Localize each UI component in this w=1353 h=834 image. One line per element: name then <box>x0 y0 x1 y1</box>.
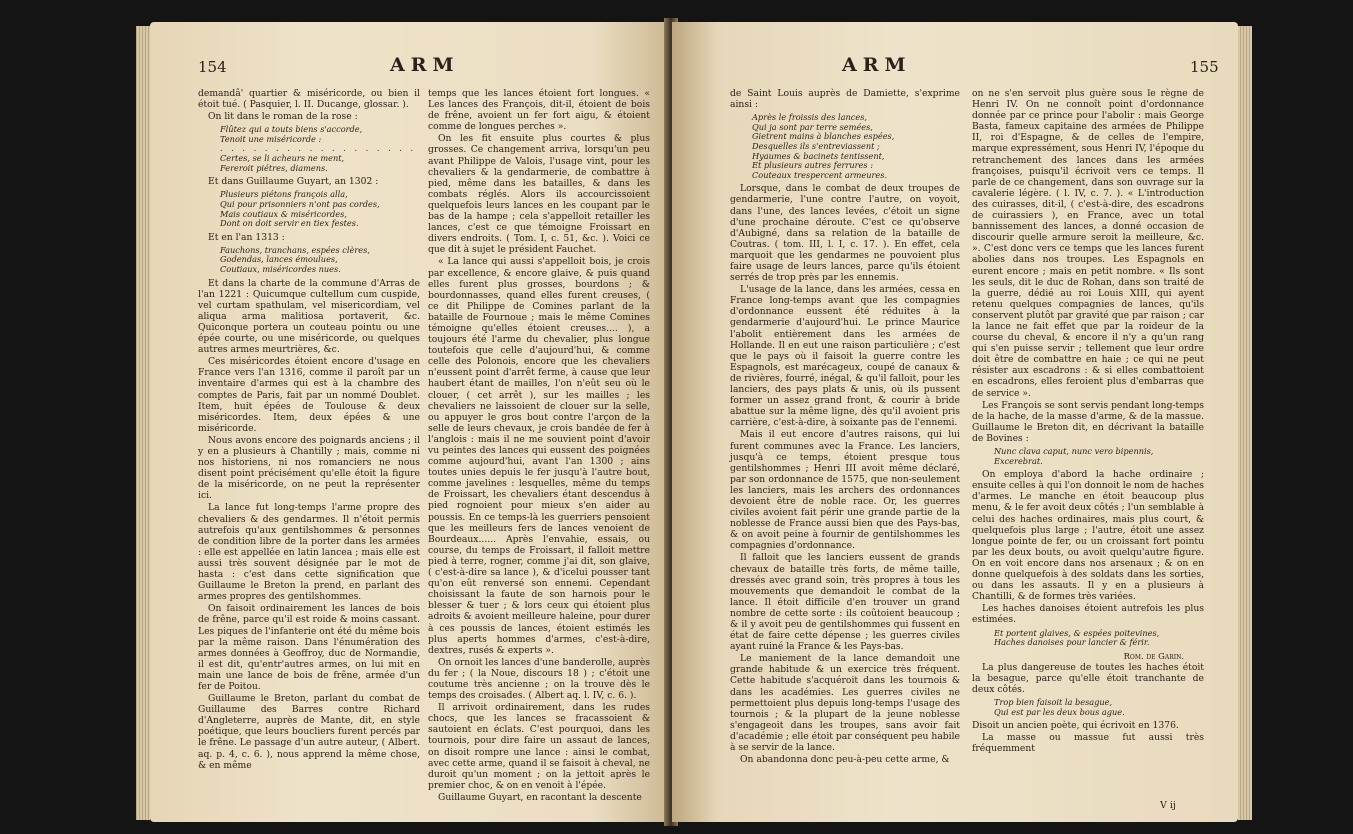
signature-mark: V ij <box>1160 800 1176 811</box>
verse-attribution: Rom. de Garin. <box>1123 650 1184 661</box>
paragraph: On lit dans le roman de la rose : <box>208 111 358 123</box>
verse-quote <box>220 190 420 228</box>
verse-line: Coutiaux, miséricordes nues. <box>220 264 341 274</box>
paragraph: Et dans Guillaume Guyart, an 1302 : <box>208 176 379 188</box>
verse-quote <box>994 629 1204 648</box>
verse-line: Hyaumes & bacinets tentissent, <box>752 150 885 161</box>
verse-line: Qui ja sont par terre semées, <box>752 121 873 132</box>
paragraph: On abandonna donc peu-à-peu cette arme, & <box>740 754 950 766</box>
paragraph: La plus dangereuse de toutes les haches étoit la besague, parce qu'elle étoit tranchante de deux côtés. <box>972 661 1204 695</box>
verse-quote <box>752 113 960 180</box>
paragraph: La lance fut long-temps l'arme propre des chevaliers & des gendarmes. Il n'étoit permis autrefois qu'aux gentilshommes & personnes de condition libre de la porter dans les armées : elle est appellée en latin lancea ; mais elle est aussi très souvent désignée par le mot de hasta : c'est dans cette signification que Guillaume le Breton la prend, en parlant des armes propres des gentilshommes. <box>198 502 420 603</box>
verse-ellipsis: . . . . . . . . . . . . . . . . . . <box>220 143 417 154</box>
paragraph: on ne s'en servoit plus guère sous le règne de Henri IV. On ne connoît point d'ordonnance donnée par ce prince pour l'abolir : mais George Basta, fameux capitaine des armées de Philippe II, roi d'Espagne, & de celles de l'empire, marque expressément, sous Henri IV, l'époque du retranchement des lances dans les armées françoises, puisqu'il écrivoit vers ce temps. Il parle de ce changement, dans son ouvrage sur la cavalerie légère. ( l. IV, c. 7. ). « L'introduction des cuirasses, dit-il, ( c'est-à-dire, des escadrons de cuirassiers ), en France, avec un total bannissement des lances, a donné occasion de discourir quelle armure seroit la meilleure, &c. ». C'est donc vers ce temps que les lances furent abolies dans nos troupes. Les Espagnols en eurent encore ; mais en petit nombre. « Ils sont les seuls, dit le duc de Rohan, dans son traité de la guerre, dédié au roi Louis XIII, qui ayent retenu quelques compagnies de lances, qu'ils conservent plutôt par gravité que par raison ; car la lance ne fait effet que par la roideur de la course du cheval, & encore il n'y a qu'un rang qui s'en puisse servir ; tellement que leur ordre doit être de combattre en haie ; ce qui ne peut résister aux escadrons : & si elles combattoient en escadrons, elles feroient plus d'embarras que de service ». <box>972 88 1204 399</box>
left-page-header: ARM <box>390 54 460 76</box>
right-page-number: 155 <box>1190 58 1219 76</box>
paragraph: Le maniement de la lance demandoit une grande habitude & un exercice très fréquent. Cette habitude s'acquéroit dans les tournois & dans les académies. Les guerres civiles ne permettoient plus depuis long-temps l'usage des tournois ; & la plupart de la jeune noblesse s'engageoit dans les troupes, sans avoir fait d'académie ; elle étoit par conséquent peu habile à se servir de la lance. <box>730 653 960 754</box>
verse-line: Qui pour prisonniers n'ont pas cordes, <box>220 198 380 209</box>
verse-line: Godendas, lances émoulues, <box>220 254 338 265</box>
paragraph: La masse ou massue fut aussi très fréquemment <box>972 732 1204 755</box>
paragraph: Il arrivoit ordinairement, dans les rudes chocs, que les lances se fracassoient & sautoient en éclats. C'est pourquoi, dans les tournois, pour dire faire un assaut de lances, on disoit rompre une lance : ainsi le combat, avec cette arme, quand il se faisoit à cheval, ne duroit qu'un moment ; on la jettoit après le premier choc, & on en venoit à l'épée. <box>428 702 650 791</box>
verse-line: Mais coutiaux & miséricordes, <box>220 208 347 219</box>
verse-line: Et plusieurs autres ferrures : <box>752 160 873 171</box>
verse-line: Fauchons, tranchans, espées clères, <box>220 244 370 255</box>
paragraph: On les fit ensuite plus courtes & plus grosses. Ce changement arriva, lorsqu'un peu avant Philippe de Valois, l'usage vint, pour les chevaliers & la gendarmerie, de combattre à pied, même dans les batailles, & dans les combats réglés. Alors ils accourcissoient quelquefois leurs lances en les coupant par le bas de la hampe ; cela s'appelloit retailler les lances, c'est ce que témoigne Froissart en divers endroits. ( Tom. I, c. 51, &c. ). Voici ce que dit à sujet le président Fauchet. <box>428 133 650 256</box>
verse-line: Excerebrat. <box>994 455 1043 466</box>
paragraph: L'usage de la lance, dans les armées, cessa en France long-temps avant que les compagnies d'ordonnance eussent été réduites à la gendarmerie d'aujourd'hui. Le prince Maurice l'abolit entièrement dans les armées de Hollande. Il en eut une raison particulière ; c'est que le pays où il faisoit la guerre contre les Espagnols, est marécageux, coupé de canaux & de rivières, fourré, inégal, & qu'il falloit, pour les lanciers, des pays plats & unis, où ils pussent former un assez grand front, & courir à bride abattue sur la même ligne, dès qu'il avoient pris carrière, c'est-à-dire, à soixante pas de l'ennemi. <box>730 284 960 429</box>
paragraph: Disoit un ancien poète, qui écrivoit en 1376. <box>972 720 1179 732</box>
paragraph: On employa d'abord la hache ordinaire ; ensuite celles à qui l'on donnoit le nom de haches d'armes. Le manche en étoit beaucoup plus menu, & le fer avoit deux côtés ; l'un semblable à celui des haches ordinaires, mais plus court, & quelquefois plus large ; l'autre, étoit une assez longue pointe de fer, ou un croissant fort pointu par les deux bouts, ou avoit quelqu'autre figure. On en voit encore dans nos arsenaux ; & on en donne quelquefois à des soldats dans les sorties, ou dans les assauts. Il y en a plusieurs à Chantilli, & de formes très variées. <box>972 469 1204 603</box>
verse-line: Gietrent mains à blanches espées, <box>752 131 895 142</box>
right-column-2 <box>972 88 1204 756</box>
paragraph: Les haches danoises étoient autrefois les plus estimées. <box>972 603 1204 626</box>
right-page-header: ARM <box>842 54 912 76</box>
verse-line: Fereroit piétres, diamens. <box>220 162 328 173</box>
paragraph: Et dans la charte de la commune d'Arras de l'an 1221 : Quicumque cultellum cum cuspide, vel curtam spathulam, vel misericordiam, vel aliqua arma malitiosa portaverit, &c. Quiconque portera un couteau pointu ou une épée courte, ou une miséricorde, ou quelques autres armes meurtrières, &c. <box>198 277 420 356</box>
verse-line: Desquelles ils s'entreviassent ; <box>752 140 880 151</box>
verse-line: Trop bien faisoit la besague, <box>994 697 1113 708</box>
verse-line: Flûtez qui a touts biens s'accorde, <box>220 124 363 135</box>
paragraph: temps que les lances étoient fort longues. « Les lances des François, dit-il, étoient de bois de frêne, avoient un fer fort aigu, & étoient comme de longues perches ». <box>428 88 650 133</box>
verse-line: Haches danoises pour lancier & férir. <box>994 637 1150 648</box>
verse-quote <box>994 447 1204 466</box>
paragraph: Et en l'an 1313 : <box>208 231 285 243</box>
right-page <box>672 22 1238 822</box>
right-page-edges <box>1238 26 1252 820</box>
verse-quote <box>220 246 420 275</box>
paragraph: Lorsque, dans le combat de deux troupes de gendarmerie, l'une contre l'autre, on voyoit, dans l'une, des lances levées, c'étoit un signe d'une prochaine déroute. C'est ce qu'observe d'Aubigné, dans sa relation de la bataille de Coutras. ( tom. III, l. I, c. 17. ). En effet, cela marquoit que les gendarmes ne pouvoient plus faire usage de leurs lances, parce qu'ils étoient serrés de trop près par les ennemis. <box>730 183 960 284</box>
verse-line: Plusieurs piétons françois alla, <box>220 189 348 200</box>
left-page-number: 154 <box>198 58 227 76</box>
verse-quote <box>220 125 420 173</box>
paragraph: On faisoit ordinairement les lances de bois de frêne, parce qu'il est roide & moins cassant. Les piques de l'infanterie ont été du même bois par la même raison. Dans l'énumération des armes données à Geoffroy, duc de Normandie, il est dit, qu'entr'autres armes, on lui mit en main une lance de bois de frêne, armée d'un fer de Poitou. <box>198 603 420 692</box>
paragraph: On ornoit les lances d'une banderolle, auprès du fer ; ( la Noue, discours 18 ) ; c'étoit une coutume très ancienne ; on la trouve dès le temps des croisades. ( Albert aq. l. IV, c. 6. ). <box>428 656 650 702</box>
verse-line: Tenoit une miséricorde : <box>220 133 322 144</box>
right-column-1 <box>730 88 960 766</box>
verse-line: Et portent glaives, & espées poitevines, <box>994 627 1160 638</box>
verse-line: Certes, se li acheurs ne ment, <box>220 153 345 164</box>
paragraph: demandâ' quartier & miséricorde, ou bien il étoit tué. ( Pasquier, l. II. Ducange, glossar. ). <box>198 88 420 111</box>
verse-quote <box>994 698 1204 717</box>
paragraph: Ces miséricordes étoient encore d'usage en France vers l'an 1316, comme il paroît par un inventaire d'armes qui est à la chambre des comptes de Paris, fait par un nommé Doublet. Item, huit épées de Toulouse & deux miséricordes. Item, deux épées & une miséricorde. <box>198 356 420 434</box>
left-column-2 <box>428 88 650 804</box>
paragraph: Nous avons encore des poignards anciens ; il y en a plusieurs à Chantilly ; mais, comme ni nos historiens, ni nos romanciers ne nous disent point précisément qu'elle étoit la figure de la miséricorde, on ne peut la représenter ici. <box>198 434 420 502</box>
paragraph: Mais il eut encore d'autres raisons, qui lui furent communes avec la France. Les lanciers, jusqu'à ce temps, étoient presque tous gentilshommes ; Henri III avoit même déclaré, par son ordonnance de 1575, que non-seulement les lanciers, mais les archers des ordonnances devoient être de noble race. Or, les guerres civiles avoient fait périr une grande partie de la noblesse de France aussi bien que des Pays-bas, & on avoit peine à fournir de gentilshommes les compagnies d'ordonnance. <box>730 429 960 552</box>
left-page <box>150 22 670 822</box>
left-page-edges <box>136 26 150 820</box>
left-column-1 <box>198 88 420 772</box>
verse-line: Couteaux trespercent armeures. <box>752 169 888 180</box>
verse-line: Qui est par les deux bous ague. <box>994 706 1125 717</box>
verse-line: Après le froissis des lances, <box>752 112 868 123</box>
paragraph: Guillaume le Breton, parlant du combat de Guillaume des Barres contre Richard d'Angleterre, auprès de Mante, dit, en style poétique, que leurs boucliers furent percés par le frêne. Le passage d'un autre auteur, ( Albert. aq. p. 4, c. 6. ), nous apprend la même chose, & en même <box>198 693 420 771</box>
paragraph: de Saint Louis auprès de Damiette, s'exprime ainsi : <box>730 88 960 111</box>
verse-line: Dont on doit servir en tiex festes. <box>220 218 359 229</box>
verse-line: Nunc clava caput, nunc vero bipennis, <box>994 446 1154 456</box>
paragraph: Guillaume Guyart, en racontant la descente <box>438 791 642 803</box>
paragraph: Il falloit que les lanciers eussent de grands chevaux de bataille très forts, de même taille, dressés avec grand soin, très propres à tous les mouvements que demandoit le combat de la lance. Il étoit difficile d'en trouver un grand nombre de cette sorte : ils coûtoient beaucoup ; & il y avoit peu de gentilshommes qui fussent en état de faire cette dépense ; les guerres civiles ayant ruiné la France & les Pays-bas. <box>730 552 960 653</box>
paragraph: Les François se sont servis pendant long-temps de la hache, de la masse d'arme, & de la massue. Guillaume le Breton dit, en décrivant la bataille de Bovines : <box>972 399 1204 444</box>
paragraph: « La lance qui aussi s'appelloit bois, je crois par excellence, & encore glaive, & puis quand elles furent plus grosses, bourdons ; & bourdonnasses, quand elles furent creuses, ( ce dit Philippe de Comines parlant de la bataille de Fournoue ; mais le même Comines témoigne qu'elles étoient creuses.... ), a toujours été l'arme du chevalier, plus longue toutefois que celle d'aujourd'hui, & comme celle des Polonois, encore que les chevaliers n'eussent point d'arrêt ferme, à cause que leur haubert étant de mailles, l'on n'eût seu où le clouer, ( cet arrêt ), sur les mailles ; les chevaliers ne laissoient de clouer sur la selle, ou appuyer le gros bout contre l'arçon de la selle de leurs chevaux, je crois bandée de fer à l'anglois : mais il ne me souvient point d'avoir vu peintes des lances qui eussent des poignées comme aujourd'hui, avant l'an 1300 ; ains toutes unies depuis le fer jusqu'à l'autre bout, comme javelines : lesquelles, même du temps de Froissart, les chevaliers étant descendus à pied rognoient pour mieux s'en aider au poussis. En ce temps-là les guerriers pensoient que les meilleurs fers de lances venoient de Bourdeaux...... Après l'envahie, essais, ou course, du temps de Froissart, il falloit mettre pied à terre, rogner, comme j'ai dit, son glaive, ( c'est-à-dire sa lance ), & d'icelui pousser tant qu'on eût renversé son ennemi. Cependant choisissant la faute de son harnois pour le blesser & tuer ; & lors ceux qui étoient plus adroits & avoient meilleure haleine, pour durer à ces poussis de lances, étoient estimés les plus aperts hommes d'armes, c'est-à-dire, dextres, rusés & experts ». <box>428 256 650 656</box>
